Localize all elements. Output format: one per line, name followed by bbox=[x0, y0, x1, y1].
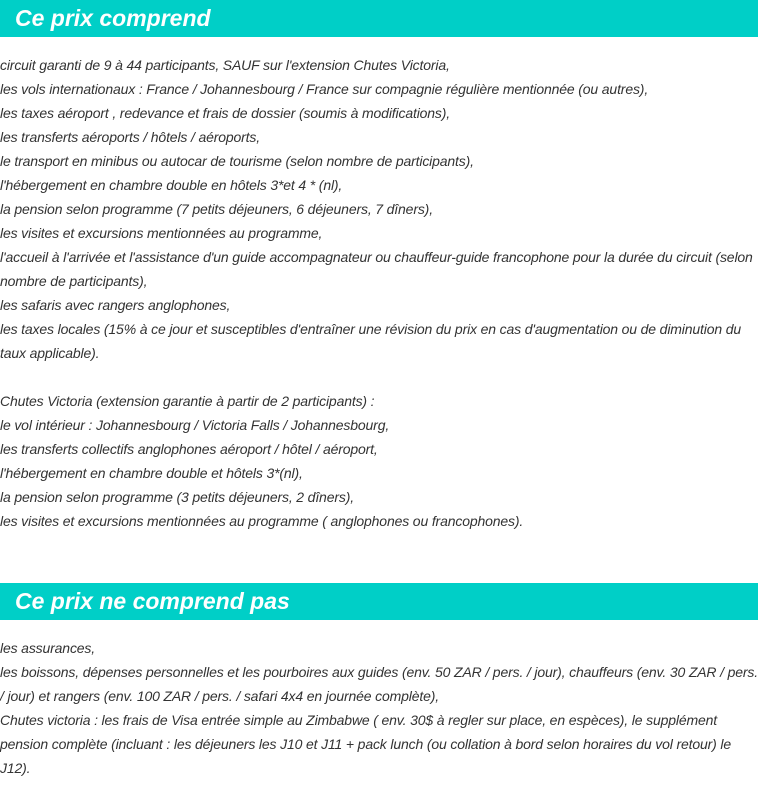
list-item: les taxes aéroport , redevance et frais de dossier (soumis à modifications), bbox=[0, 105, 451, 121]
excludes-list bbox=[0, 636, 758, 780]
list-item: l'accueil à l'arrivée et l'assistance d'un guide accompagnateur ou chauffeur-guide francophone pour la durée du circuit (selon nombre de participants), bbox=[0, 249, 753, 289]
list-item: la pension selon programme (3 petits déjeuners, 2 dîners), bbox=[0, 489, 354, 505]
spacer bbox=[0, 365, 758, 389]
list-item: le transport en minibus ou autocar de tourisme (selon nombre de participants), bbox=[0, 153, 474, 169]
section-title-includes: Ce prix comprend bbox=[0, 0, 758, 37]
includes-list bbox=[0, 53, 758, 533]
list-item: les transferts aéroports / hôtels / aéroports, bbox=[0, 129, 261, 145]
list-item: le vol intérieur : Johannesbourg / Victoria Falls / Johannesbourg, bbox=[0, 417, 390, 433]
list-item: circuit garanti de 9 à 44 participants, SAUF sur l'extension Chutes Victoria, bbox=[0, 57, 450, 73]
list-item: les visites et excursions mentionnées au programme ( anglophones ou francophones). bbox=[0, 513, 524, 529]
list-item: les taxes locales (15% à ce jour et susceptibles d'entraîner une révision du prix en cas d'augmentation ou de diminution du taux applicable). bbox=[0, 321, 742, 361]
list-item: Chutes victoria : les frais de Visa entrée simple au Zimbabwe ( env. 30$ à regler sur place, en espèces), le supplément pension complète (incluant : les déjeuners les J10 et J11 + pack lunch (ou collation à bord selon horaires du vol retour) le J12). bbox=[0, 712, 731, 776]
list-item: les transferts collectifs anglophones aéroport / hôtel / aéroport, bbox=[0, 441, 378, 457]
list-item: l'hébergement en chambre double en hôtels 3*et 4 * (nl), bbox=[0, 177, 343, 193]
list-item: les vols internationaux : France / Johannesbourg / France sur compagnie régulière mentionnée (ou autres), bbox=[0, 81, 649, 97]
list-item: l'hébergement en chambre double et hôtels 3*(nl), bbox=[0, 465, 303, 481]
section-title-excludes: Ce prix ne comprend pas bbox=[0, 583, 758, 620]
section-price-excludes bbox=[0, 583, 758, 780]
list-item: les assurances, bbox=[0, 640, 96, 656]
list-item: la pension selon programme (7 petits déjeuners, 6 déjeuners, 7 dîners), bbox=[0, 201, 433, 217]
list-item: les safaris avec rangers anglophones, bbox=[0, 297, 231, 313]
victoria-heading: Chutes Victoria (extension garantie à partir de 2 participants) : bbox=[0, 393, 375, 409]
list-item: les visites et excursions mentionnées au programme, bbox=[0, 225, 323, 241]
list-item: les boissons, dépenses personnelles et les pourboires aux guides (env. 50 ZAR / pers. / jour), chauffeurs (env. 30 ZAR / pers. / jour) et rangers (env. 100 ZAR / pers. / safari 4x4 en journée complète), bbox=[0, 664, 758, 704]
